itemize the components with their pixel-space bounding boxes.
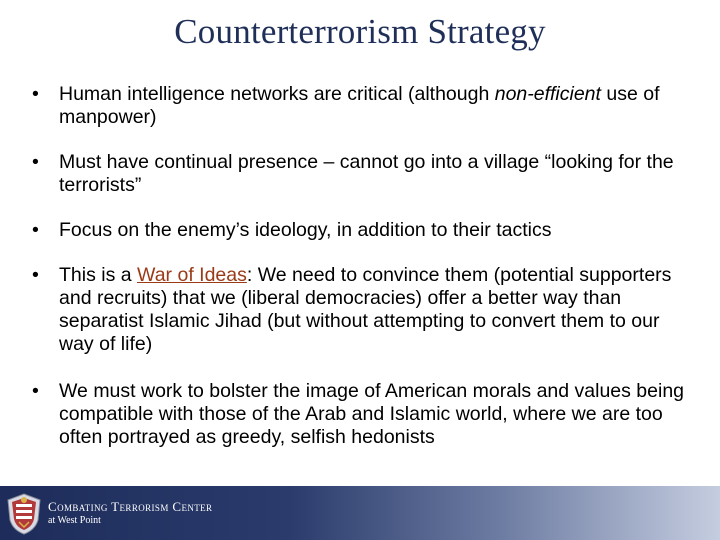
org-name: Combating Terrorism Center: [48, 499, 213, 514]
war-of-ideas-link[interactable]: War of Ideas: [137, 264, 247, 286]
slide-title: Counterterrorism Strategy: [174, 12, 546, 51]
org-subtitle: at West Point: [48, 515, 101, 526]
bullet-item: [32, 83, 692, 129]
bullet-text: [59, 83, 692, 129]
bullet-text-part: use of manpower): [59, 83, 660, 128]
bullet-item: [32, 219, 692, 242]
bullet-dot: •: [32, 380, 39, 402]
west-point-seal-icon: [5, 492, 43, 536]
bullet-dot: •: [32, 83, 39, 105]
bullet-dot: •: [32, 264, 39, 286]
bullet-dot: •: [32, 151, 39, 173]
bullet-item: [32, 380, 692, 449]
bullet-text: [59, 264, 692, 356]
bullet-text: Must have continual presence – cannot go into a village “looking for the terrorists”: [59, 151, 674, 196]
bullet-item: [32, 264, 692, 356]
bullet-text-part: : We need to convince them (potential supporters and recruits) that we (liberal democracies) offer a better way than separatist Islamic Jihad (but without attempting to convert them to our way of life): [59, 264, 672, 355]
bullet-text: We must work to bolster the image of American morals and values being compatible with those of the Arab and Islamic world, where we are too often portrayed as greedy, selfish hedonists: [59, 380, 685, 448]
bullet-text: Focus on the enemy’s ideology, in addition to their tactics: [59, 219, 552, 241]
bullet-text-part: Human intelligence networks are critical (although: [59, 83, 495, 105]
bullet-item: [32, 151, 692, 197]
bullet-emphasis: non-efficient: [494, 83, 601, 105]
bullet-dot: •: [32, 219, 39, 241]
bullet-text-part: This is a: [59, 264, 138, 286]
